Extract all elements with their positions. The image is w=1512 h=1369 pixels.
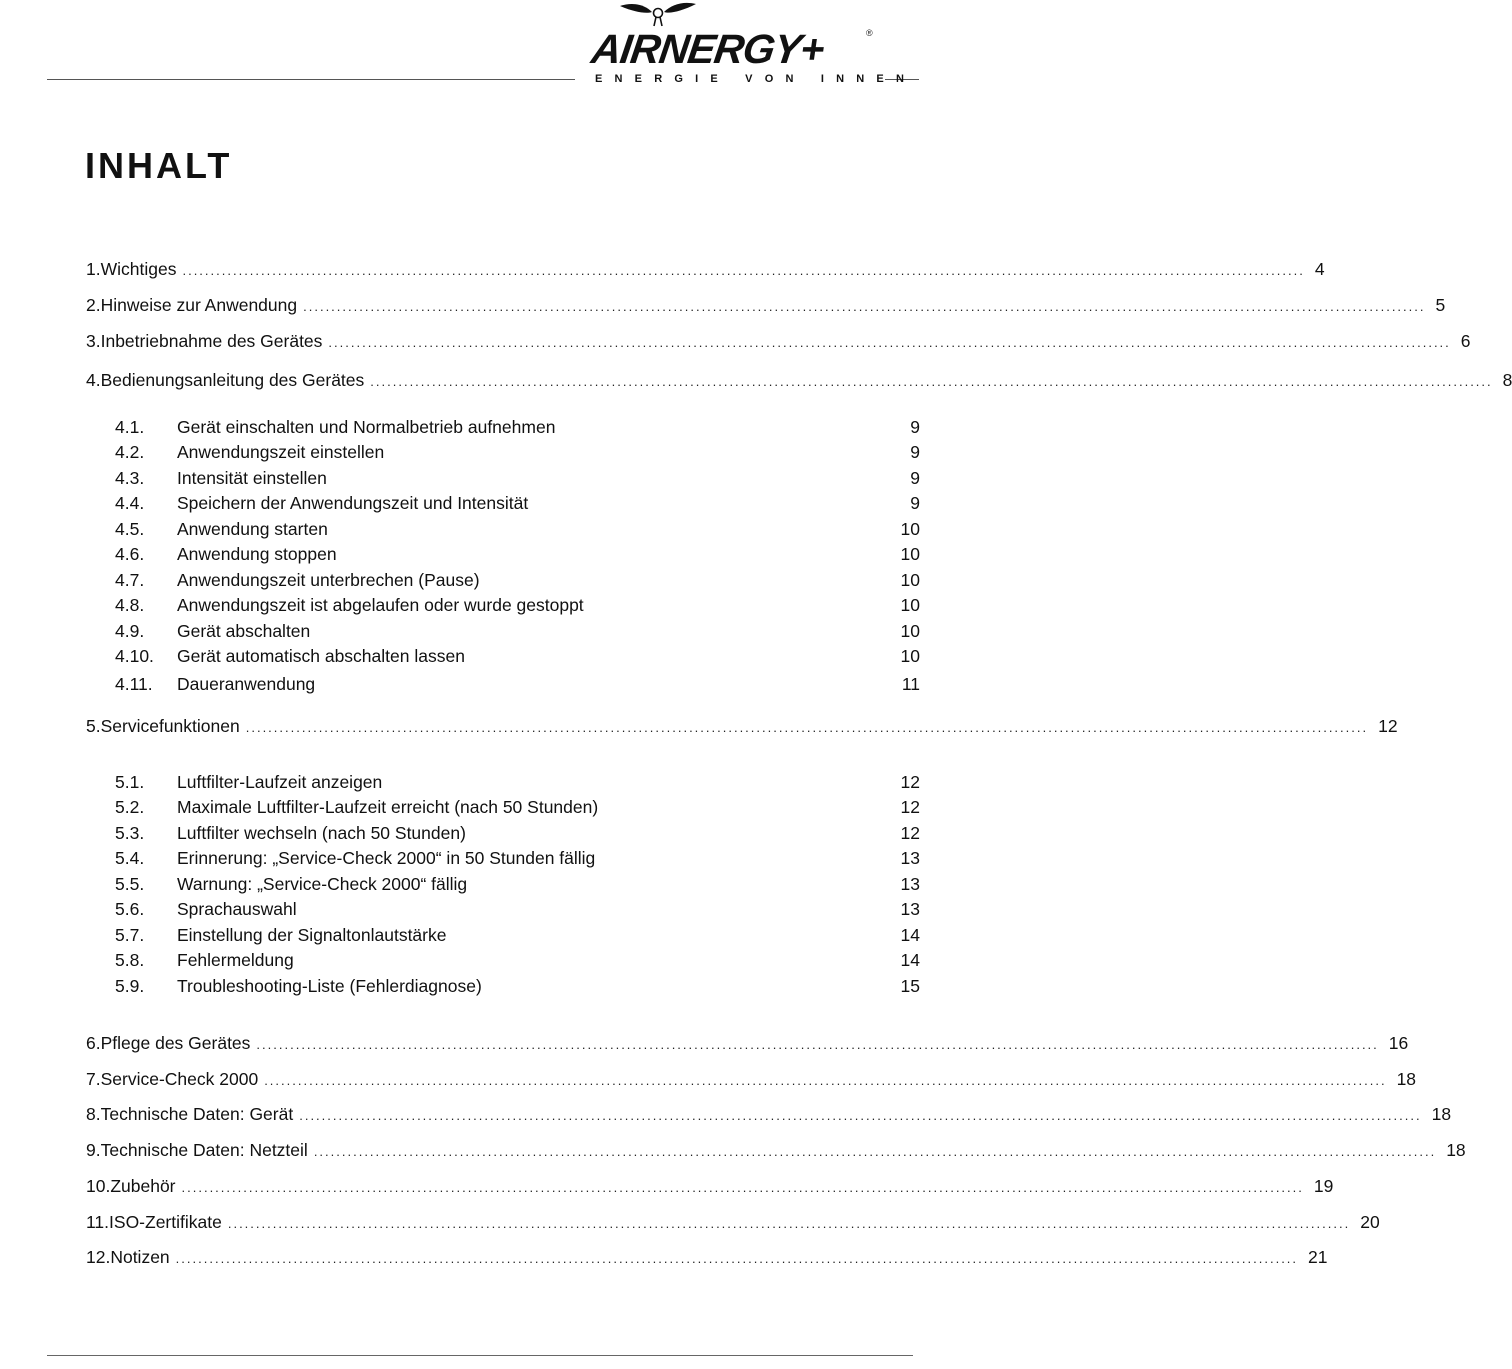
toc-leader: ........................................................................................................................................................................................................ (245, 720, 1369, 735)
toc-entry[interactable] (86, 328, 1471, 352)
toc-number: 12. (86, 1247, 111, 1267)
toc-subentry[interactable] (115, 592, 920, 616)
toc-page: 6 (1460, 331, 1471, 351)
toc-number: 5.6. (115, 899, 145, 919)
toc-leader: ........................................................................................................................................................................................................ (227, 1216, 1351, 1231)
toc-page: 12 (1378, 716, 1398, 736)
toc-number: 4.2. (115, 442, 145, 462)
toc-page: 11 (901, 674, 920, 694)
toc-page: 8 (1502, 370, 1512, 390)
toc-entry[interactable] (86, 1244, 1328, 1268)
toc-page: 13 (900, 874, 920, 894)
toc-number: 7. (86, 1069, 101, 1089)
toc-leader: ........................................................................................................................................................................................................ (313, 1144, 1437, 1159)
toc-subentry[interactable] (115, 922, 920, 946)
toc-label: Erinnerung: „Service-Check 2000“ in 50 Stunden fällig (177, 848, 596, 868)
toc-leader: ........................................................................................................................................................................................................ (264, 1073, 1387, 1088)
toc-label: Bedienungsanleitung des Gerätes (100, 370, 365, 390)
toc-label: Maximale Luftfilter-Laufzeit erreicht (nach 50 Stunden) (177, 797, 599, 817)
registered-mark: ® (866, 28, 873, 38)
toc-subentry[interactable] (115, 671, 920, 695)
toc-number: 5. (86, 716, 101, 736)
toc-label: Sprachauswahl (177, 899, 297, 919)
toc-label: Warnung: „Service-Check 2000“ fällig (177, 874, 468, 894)
toc-page: 18 (1431, 1104, 1452, 1124)
toc-page: 15 (900, 976, 920, 996)
brand-wordmark: AIRNERGY+ (588, 26, 827, 72)
toc-page: 18 (1396, 1069, 1417, 1089)
toc-leader: ........................................................................................................................................................................................................ (181, 1180, 1304, 1195)
toc-label: Notizen (110, 1247, 170, 1267)
header-rule-left (47, 79, 575, 80)
toc-subentry[interactable] (115, 465, 920, 489)
toc-number: 4. (86, 370, 101, 390)
toc-number: 4.5. (115, 519, 145, 539)
toc-number: 11. (86, 1212, 110, 1232)
toc-entry[interactable] (86, 1137, 1466, 1161)
toc-number: 10. (86, 1176, 111, 1196)
toc-entry[interactable] (86, 1101, 1452, 1125)
toc-entry[interactable] (86, 1209, 1380, 1233)
toc-entry[interactable] (86, 292, 1446, 316)
toc-page: 12 (900, 797, 920, 817)
toc-label: Technische Daten: Gerät (100, 1104, 294, 1124)
toc-subentry[interactable] (115, 567, 920, 591)
toc-page: 12 (900, 823, 920, 843)
toc-subentry[interactable] (115, 769, 920, 793)
toc-page: 13 (900, 899, 920, 919)
toc-page: 16 (1388, 1033, 1409, 1053)
toc-page: 5 (1435, 295, 1446, 315)
toc-page: 4 (1314, 259, 1325, 279)
toc-label: Zubehör (110, 1176, 176, 1196)
toc-number: 5.5. (115, 874, 145, 894)
toc-label: Anwendung stoppen (177, 544, 337, 564)
toc-number: 9. (86, 1140, 101, 1160)
toc-number: 4.8. (115, 595, 145, 615)
toc-page: 10 (900, 595, 920, 615)
toc-label: Hinweise zur Anwendung (100, 295, 298, 315)
toc-label: Anwendungszeit ist abgelaufen oder wurde gestoppt (177, 595, 584, 615)
toc-page: 9 (910, 493, 920, 513)
toc-label: Technische Daten: Netzteil (100, 1140, 308, 1160)
toc-label: Daueranwendung (177, 674, 316, 694)
toc-label: Speichern der Anwendungszeit und Intensität (177, 493, 529, 513)
toc-number: 4.4. (115, 493, 145, 513)
toc-label: Intensität einstellen (177, 468, 327, 488)
toc-subentry[interactable] (115, 947, 920, 971)
toc-label: Anwendung starten (177, 519, 328, 539)
toc-subentry[interactable] (115, 871, 920, 895)
toc-number: 2. (86, 295, 101, 315)
toc-number: 6. (86, 1033, 101, 1053)
toc-leader: ........................................................................................................................................................................................................ (256, 1037, 1379, 1052)
toc-leader: ........................................................................................................................................................................................................ (303, 299, 1426, 314)
toc-label: Anwendungszeit unterbrechen (Pause) (177, 570, 480, 590)
toc-page: 10 (900, 544, 920, 564)
toc-leader: ........................................................................................................................................................................................................ (175, 1251, 1299, 1266)
toc-number: 5.2. (115, 797, 145, 817)
toc-page: 9 (910, 442, 920, 462)
toc-subentry[interactable] (115, 618, 920, 642)
toc-label: Luftfilter-Laufzeit anzeigen (177, 772, 383, 792)
toc-subentry[interactable] (115, 643, 920, 667)
toc-page: 9 (910, 468, 920, 488)
toc-page: 20 (1360, 1212, 1380, 1232)
brand-logo (588, 0, 917, 92)
toc-number: 4.1. (115, 417, 145, 437)
toc-subentry[interactable] (115, 794, 920, 818)
toc-leader: ........................................................................................................................................................................................................ (299, 1108, 1422, 1123)
toc-number: 5.9. (115, 976, 145, 996)
toc-entry[interactable] (86, 1173, 1334, 1197)
toc-entry[interactable] (86, 713, 1398, 737)
page-title: INHALT (85, 145, 233, 186)
toc-number: 8. (86, 1104, 101, 1124)
toc-number: 5.3. (115, 823, 145, 843)
toc-page: 14 (900, 925, 920, 945)
toc-label: Luftfilter wechseln (nach 50 Stunden) (177, 823, 466, 843)
toc-number: 5.7. (115, 925, 145, 945)
toc-leader: ........................................................................................................................................................................................................ (370, 374, 1493, 389)
toc-entry[interactable] (86, 256, 1325, 280)
toc-entry[interactable] (86, 1030, 1409, 1054)
toc-label: Gerät abschalten (177, 621, 311, 641)
toc-label: Pflege des Gerätes (100, 1033, 251, 1053)
toc-label: Wichtiges (100, 259, 177, 279)
toc-page: 10 (900, 570, 920, 590)
footer-rule (47, 1355, 913, 1356)
toc-subentry[interactable] (115, 490, 920, 514)
toc-label: ISO-Zertifikate (109, 1212, 222, 1232)
toc-number: 4.10. (115, 646, 154, 666)
toc-subentry[interactable] (115, 414, 920, 438)
toc-subentry[interactable] (115, 516, 920, 540)
toc-page: 14 (900, 950, 920, 970)
toc-subentry[interactable] (115, 845, 920, 869)
toc-label: Anwendungszeit einstellen (177, 442, 385, 462)
toc-number: 4.11. (115, 674, 153, 694)
toc-page: 21 (1308, 1247, 1328, 1267)
toc-subentry[interactable] (115, 541, 920, 565)
toc-page: 19 (1313, 1176, 1334, 1196)
toc-number: 4.9. (115, 621, 145, 641)
toc-page: 18 (1446, 1140, 1466, 1160)
toc-leader: ........................................................................................................................................................................................................ (328, 335, 1451, 350)
toc-number: 1. (86, 259, 101, 279)
toc-number: 5.8. (115, 950, 145, 970)
toc-page: 9 (910, 417, 920, 437)
toc-label: Troubleshooting-Liste (Fehlerdiagnose) (177, 976, 482, 996)
toc-number: 3. (86, 331, 101, 351)
toc-subentry[interactable] (115, 439, 920, 463)
toc-number: 5.1. (115, 772, 145, 792)
toc-page: 13 (900, 848, 920, 868)
toc-number: 4.3. (115, 468, 145, 488)
toc-entry[interactable] (86, 1066, 1417, 1090)
toc-label: Gerät einschalten und Normalbetrieb aufnehmen (177, 417, 556, 437)
brand-tagline: ENERGIE VON INNEN (595, 73, 917, 85)
toc-page: 10 (900, 621, 920, 641)
toc-subentry[interactable] (115, 820, 920, 844)
toc-page: 12 (900, 772, 920, 792)
toc-label: Fehlermeldung (177, 950, 294, 970)
toc-page: 10 (900, 646, 920, 666)
toc-page: 10 (900, 519, 920, 539)
toc-entry[interactable] (86, 367, 1512, 391)
toc-label: Servicefunktionen (100, 716, 240, 736)
toc-number: 5.4. (115, 848, 145, 868)
toc-label: Einstellung der Signaltonlautstärke (177, 925, 447, 945)
toc-number: 4.7. (115, 570, 145, 590)
toc-label: Service-Check 2000 (100, 1069, 259, 1089)
toc-subentry[interactable] (115, 896, 920, 920)
toc-number: 4.6. (115, 544, 145, 564)
propeller-icon (618, 0, 698, 26)
toc-subentry[interactable] (115, 973, 920, 997)
toc-label: Gerät automatisch abschalten lassen (177, 646, 465, 666)
toc-leader: ........................................................................................................................................................................................................ (182, 263, 1305, 278)
toc-label: Inbetriebnahme des Gerätes (100, 331, 323, 351)
